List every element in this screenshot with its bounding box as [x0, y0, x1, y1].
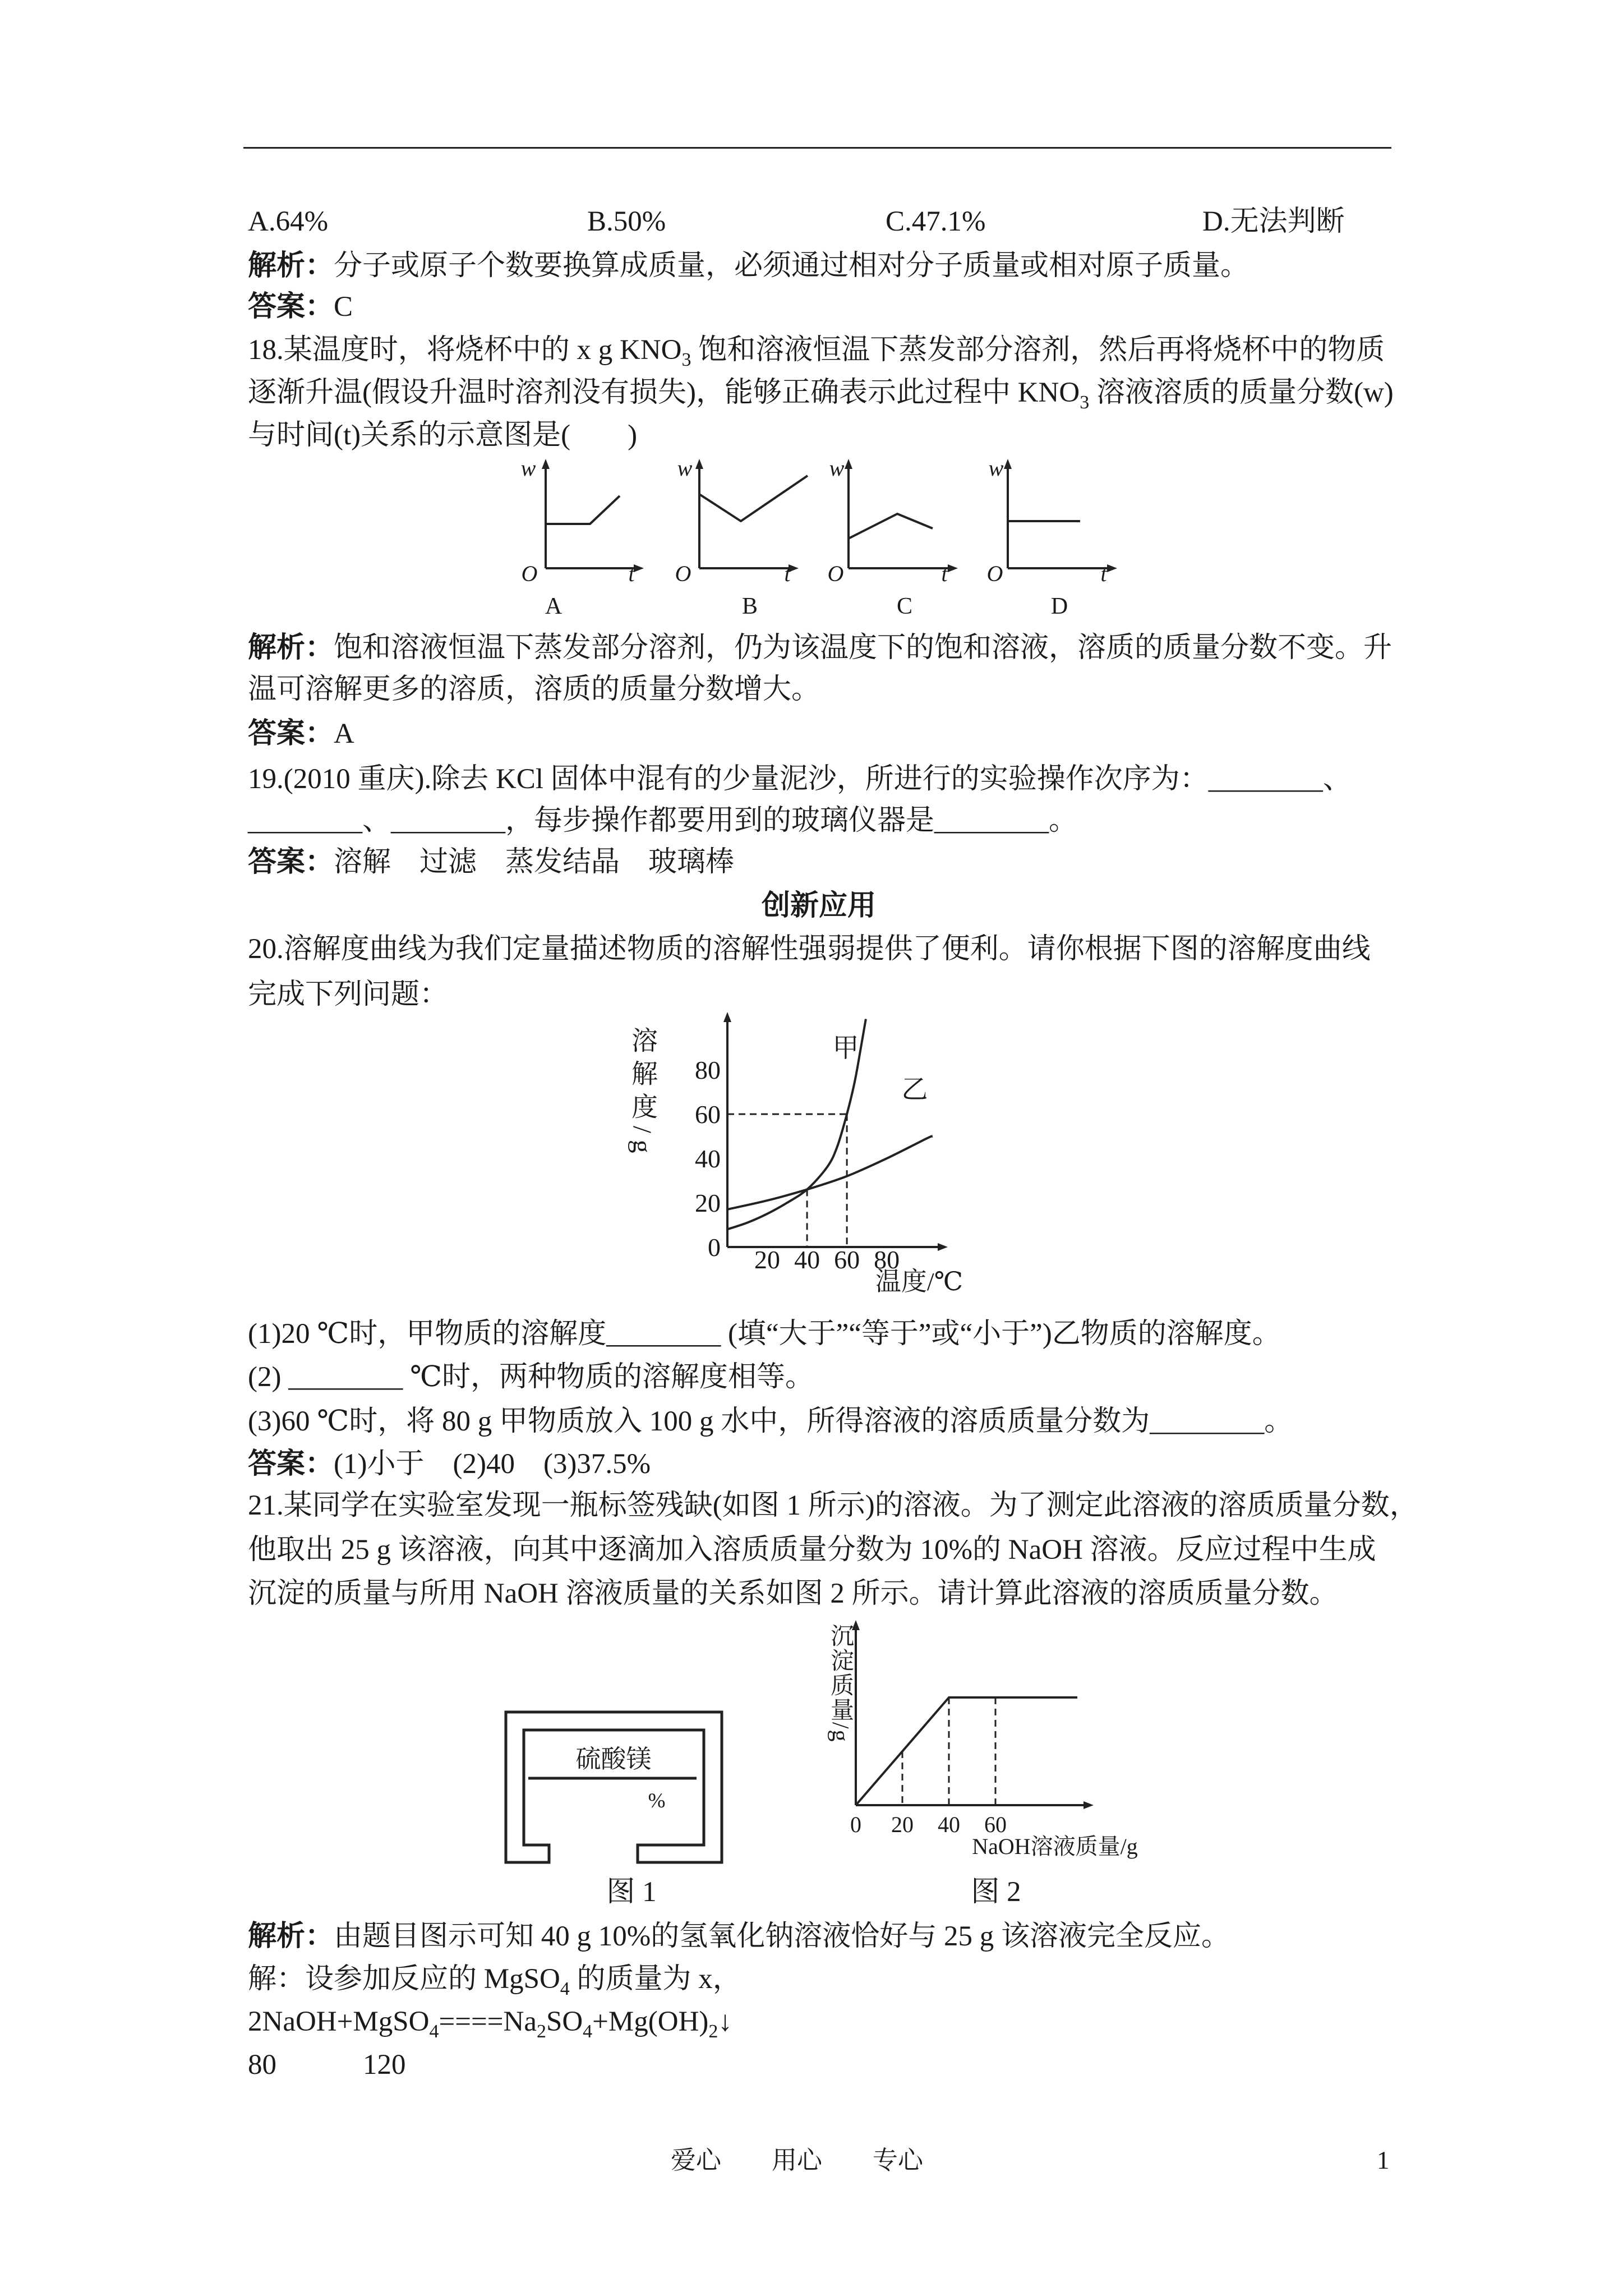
graph-c-curve: [849, 514, 933, 539]
subscript: 3: [681, 349, 691, 370]
x-axis-label: t: [784, 561, 791, 586]
q20-answer: [248, 1450, 651, 1479]
graph-label: B: [741, 593, 758, 619]
y-tick-label: 80: [695, 1056, 721, 1085]
subscript: 3: [1080, 392, 1090, 413]
page-number: 1: [1377, 2146, 1390, 2174]
y-tick-label: 20: [695, 1189, 721, 1218]
answer-label: 答案：: [248, 1448, 334, 1480]
subscript: 4: [560, 1978, 570, 1999]
graph-label: C: [896, 593, 913, 619]
y-axis-arrow: [695, 459, 703, 469]
label-percent: %: [648, 1789, 666, 1812]
graph-c: [828, 455, 958, 619]
q19-answer: [248, 848, 734, 877]
q18-analysis-line-1: [248, 633, 1392, 662]
text-segment: 逐渐升温(假设升温时溶剂没有损失)，能够正确表示此过程中 KNO: [248, 377, 1080, 408]
text-segment: 解：设参加反应的 MgSO: [248, 1963, 560, 1995]
q21-line-1: 21.某同学在实验室发现一瓶标签残缺(如图 1 所示)的溶液。为了测定此溶液的溶质质量分数，: [248, 1490, 1418, 1521]
y-axis-arrow: [542, 459, 550, 469]
series-label-yi: 乙: [901, 1075, 928, 1105]
x-axis-arrow: [948, 564, 958, 572]
graph-a-curve: [546, 496, 620, 524]
y-axis-arrow: [723, 1012, 731, 1022]
label-frame: [506, 1712, 722, 1862]
series-curve-yi: [727, 1136, 933, 1209]
answer-text: C: [334, 291, 353, 323]
x-tick-label: 20: [891, 1812, 914, 1837]
text-segment: 饱和溶液恒温下蒸发部分溶剂，然后再将烧杯中的物质: [691, 334, 1385, 366]
origin-label: O: [986, 561, 1003, 586]
subscript: 4: [429, 2021, 439, 2042]
analysis-text: 分子或原子个数要换算成质量，必须通过相对分子质量或相对原子质量。: [334, 250, 1249, 282]
y-axis-label: w: [829, 455, 845, 481]
text-segment: ====Na: [439, 2006, 537, 2037]
answer-label: 答案：: [248, 718, 334, 749]
q20-line-2: 完成下列问题：: [248, 979, 449, 1010]
y-tick-label: 0: [708, 1233, 721, 1262]
y-axis-label: w: [677, 455, 693, 481]
y-axis-label: w: [520, 455, 536, 481]
section-title: 创新应用: [761, 890, 877, 922]
x-tick-label: 60: [984, 1812, 1007, 1837]
x-axis-title: NaOH溶液质量/g: [972, 1834, 1138, 1859]
figure-2-caption: 图 2: [971, 1876, 1021, 1908]
graph-d: [987, 455, 1117, 619]
y-axis-arrow: [845, 459, 852, 469]
option-a: A.64%: [248, 206, 329, 237]
text-segment: 18.某温度时，将烧杯中的 x g KNO: [248, 334, 682, 366]
y-axis-label: w: [988, 455, 1004, 481]
q19-line-1: 19.(2010 重庆).除去 KCl 固体中混有的少量泥沙，所进行的实验操作次序为：________、: [248, 763, 1352, 795]
subscript: 2: [708, 2021, 718, 2042]
text-segment: SO: [546, 2006, 583, 2037]
molar-mass-naoh: 80: [248, 2049, 276, 2081]
x-tick-label: 20: [754, 1245, 781, 1274]
q17-analysis: [248, 251, 1249, 280]
y-axis-arrow: [1004, 459, 1012, 469]
option-d: D.无法判断: [1202, 206, 1345, 237]
x-axis-arrow: [634, 564, 644, 572]
q18-line-3: 与时间(t)关系的示意图是( ): [248, 420, 638, 451]
analysis-label: 解析：: [248, 1921, 334, 1952]
series-label-jia: 甲: [832, 1034, 859, 1063]
q18-answer: [248, 719, 354, 748]
y-tick-label: 60: [695, 1100, 721, 1129]
q20-sub-3: (3)60 ℃时，将 80 g 甲物质放入 100 g 水中，所得溶液的溶质质量分数为________。: [248, 1406, 1293, 1437]
q17-answer: [248, 292, 353, 321]
header-rule: [243, 147, 1391, 149]
precipitate-arrow: ↓: [718, 2006, 732, 2037]
text-segment: 的质量为 x，: [569, 1963, 741, 1995]
text-segment: 溶液溶质的质量分数(w): [1089, 377, 1394, 408]
x-axis-label: t: [941, 561, 948, 586]
analysis-label: 解析：: [248, 632, 334, 664]
x-axis-title: 温度/℃: [875, 1267, 963, 1296]
q21-analysis: [248, 1922, 1230, 1951]
x-tick-label: 60: [834, 1245, 860, 1274]
q20-sub-1: (1)20 ℃时，甲物质的溶解度________ (填“大于”“等于”或“小于”)乙物质的溶解度。: [248, 1318, 1281, 1350]
q18-line-2: [248, 378, 1394, 411]
origin-label: O: [521, 561, 538, 586]
option-c: C.47.1%: [886, 206, 986, 237]
graph-a: [521, 455, 644, 619]
option-b: B.50%: [587, 206, 666, 237]
figure-1-label: [494, 1700, 740, 1868]
y-axis-title: 溶解度/g: [628, 1027, 657, 1160]
q21-solution-line: [248, 1964, 741, 1997]
graph-b-curve: [699, 476, 808, 521]
x-tick-label: 40: [794, 1245, 820, 1274]
q18-line-1: [248, 335, 1385, 368]
figure-2-graph: [808, 1616, 1211, 1874]
q21-line-3: 沉淀的质量与所用 NaOH 溶液质量的关系如图 2 所示。请计算此溶液的溶质质量分数。: [248, 1578, 1338, 1609]
origin-label: O: [675, 561, 691, 586]
text-segment: +Mg(OH): [592, 2006, 709, 2037]
q20-sub-2: (2) ________ ℃时，两种物质的溶解度相等。: [248, 1361, 814, 1393]
answer-text: (1)小于 (2)40 (3)37.5%: [334, 1448, 651, 1480]
answer-label: 答案：: [248, 291, 334, 323]
graph-b: [675, 455, 808, 619]
graph-label: D: [1050, 593, 1068, 619]
text-segment: 2NaOH+MgSO: [248, 2006, 430, 2037]
answer-text: 溶解 过滤 蒸发结晶 玻璃棒: [334, 846, 735, 878]
x-axis-label: t: [1100, 561, 1107, 586]
origin-label: O: [827, 561, 844, 586]
precipitate-line: [856, 1697, 1077, 1805]
x-tick-label: 80: [874, 1245, 900, 1274]
x-tick-label: 40: [938, 1812, 960, 1837]
x-axis-arrow: [1107, 564, 1117, 572]
subscript: 2: [536, 2021, 546, 2042]
q18-option-graphs: [494, 449, 1138, 628]
x-axis-arrow: [938, 1243, 948, 1251]
q21-line-2: 他取出 25 g 该溶液，向其中逐滴加入溶质质量分数为 10%的 NaOH 溶液。反应过程中生成: [248, 1534, 1376, 1566]
molar-mass-mgso4: 120: [363, 2049, 406, 2081]
x-tick-label: 0: [850, 1812, 861, 1837]
x-axis-label: t: [628, 561, 635, 586]
figure-2-y-axis-title: 沉淀质量/g: [827, 1623, 853, 1743]
q18-analysis-line-2: 温可溶解更多的溶质，溶质的质量分数增大。: [248, 674, 820, 705]
q19-line-2: ________、________，每步操作都要用到的玻璃仪器是________。: [248, 805, 1078, 836]
x-axis-arrow: [1083, 1801, 1094, 1809]
q20-line-1: 20.溶解度曲线为我们定量描述物质的溶解性强弱提供了便利。请你根据下图的溶解度曲线: [248, 933, 1371, 965]
analysis-text: 由题目图示可知 40 g 10%的氢氧化钠溶液恰好与 25 g 该溶液完全反应。: [334, 1921, 1230, 1952]
footer-motto: 爱心 用心 专心: [670, 2146, 924, 2174]
label-text: 硫酸镁: [575, 1745, 652, 1773]
solubility-chart: [606, 999, 1009, 1313]
figure-1-caption: 图 1: [606, 1876, 657, 1908]
answer-label: 答案：: [248, 846, 334, 878]
graph-label: A: [545, 593, 562, 619]
analysis-text: 饱和溶液恒温下蒸发部分溶剂，仍为该温度下的饱和溶液，溶质的质量分数不变。升: [334, 632, 1393, 664]
y-tick-label: 40: [695, 1144, 721, 1174]
chemical-equation: [248, 2007, 732, 2040]
answer-text: A: [334, 718, 354, 749]
analysis-label: 解析：: [248, 250, 334, 282]
subscript: 4: [583, 2021, 593, 2042]
